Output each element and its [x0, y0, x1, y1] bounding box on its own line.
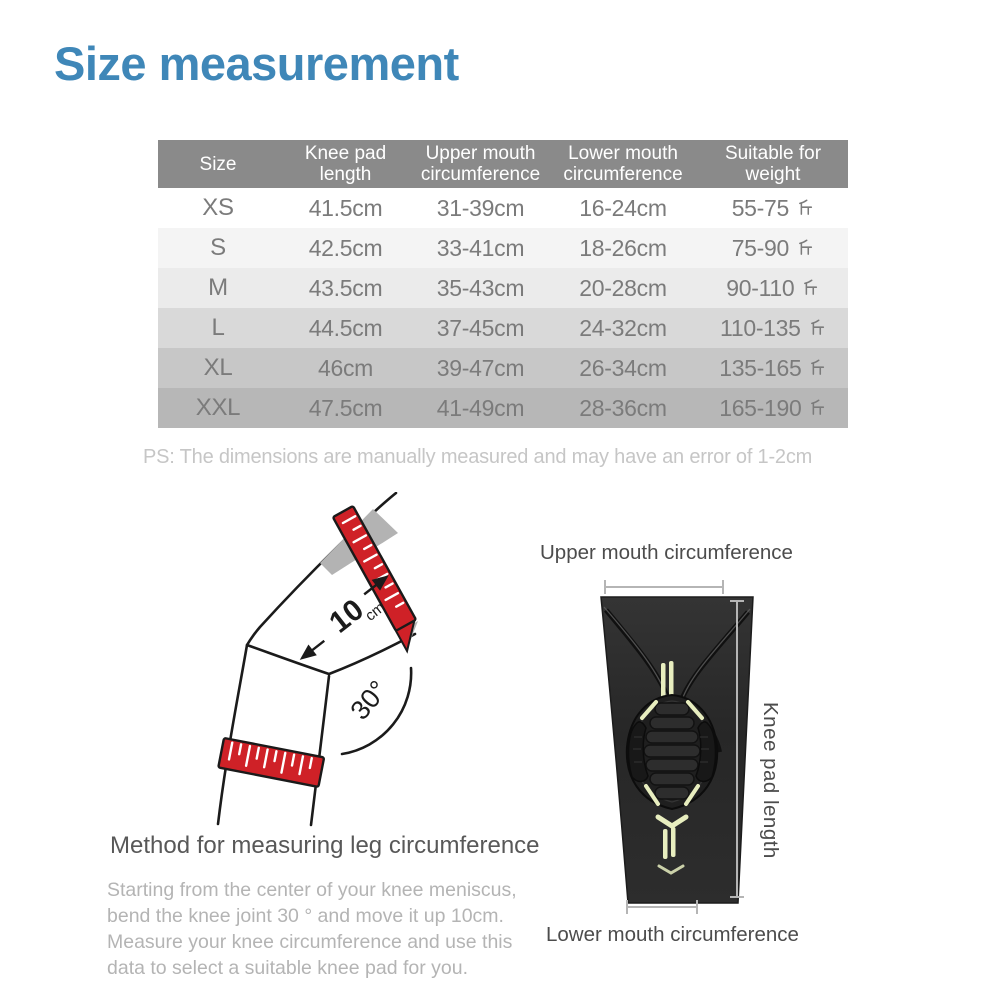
column-header-knee-pad-length: Knee pad length [304, 143, 387, 185]
table-body [158, 188, 848, 428]
lower-accent-bar [671, 827, 676, 857]
table-cell: 16-24cm [579, 194, 667, 221]
table-cell: 55-75 [698, 195, 848, 222]
jin-weight-unit-glyph [796, 238, 814, 256]
table-cell: 42.5cm [308, 234, 383, 261]
table-row-m [158, 268, 848, 308]
column-header-size: Size [199, 153, 237, 175]
table-cell: L [211, 314, 225, 341]
lower-ruler [218, 738, 324, 787]
lower-mouth-label: Lower mouth circumference [546, 923, 799, 946]
table-cell: 37-45cm [436, 314, 525, 341]
size-table [158, 140, 848, 428]
table-cell: 44.5cm [308, 314, 383, 341]
jin-weight-unit-glyph [808, 318, 826, 336]
table-cell: 28-36cm [579, 394, 667, 421]
table-header-row [158, 140, 848, 188]
table-cell: 43.5cm [308, 274, 383, 301]
leg-measuring-diagram [180, 492, 510, 837]
table-cell: 26-34cm [579, 354, 667, 381]
table-cell: 90-110 [698, 275, 848, 302]
method-line: bend the knee joint 30 ° and move it up 10cm. [107, 905, 504, 927]
table-row-xl [158, 348, 848, 388]
table-cell: 46cm [317, 354, 374, 381]
knee-pad-length-label: Knee pad length [759, 702, 782, 859]
method-line: data to select a suitable knee pad for you. [107, 957, 468, 979]
lower-accent-bar [663, 829, 668, 859]
column-header-upper-mouth: Upper mouth circumference [420, 143, 541, 185]
top-accent-bar [669, 661, 674, 697]
table-cell: 110-135 [698, 315, 848, 342]
top-accent-bar [661, 663, 666, 699]
table-row-xs [158, 188, 848, 228]
table-cell: 47.5cm [308, 394, 383, 421]
table-cell: XL [203, 354, 233, 381]
table-cell: 33-41cm [436, 234, 525, 261]
table-cell: M [208, 274, 228, 301]
table-cell: 135-165 [698, 355, 848, 382]
offset-value: 10 [323, 593, 370, 640]
table-cell: 75-90 [698, 235, 848, 262]
table-cell: 35-43cm [436, 274, 525, 301]
method-line: Starting from the center of your knee meniscus, [107, 879, 517, 901]
column-header-lower-mouth: Lower mouth circumference [563, 143, 683, 185]
table-cell: 41-49cm [436, 394, 525, 421]
length-measure-line [729, 600, 745, 899]
method-description [107, 877, 517, 981]
table-cell: 41.5cm [308, 194, 383, 221]
pad-segments [644, 703, 700, 799]
method-line: Measure your knee circumference and use this [107, 931, 513, 953]
page-title: Size measurement [54, 37, 459, 90]
jin-weight-unit-glyph [808, 398, 826, 416]
table-cell: 20-28cm [579, 274, 667, 301]
knee-angle-label: 30° [344, 674, 394, 726]
table-cell: 18-26cm [579, 234, 667, 261]
table-cell: XXL [195, 394, 241, 421]
jin-weight-unit-glyph [808, 358, 826, 376]
table-cell: 31-39cm [436, 194, 525, 221]
lower-width-measure-line [626, 900, 699, 914]
table-row-s [158, 228, 848, 268]
jin-weight-unit-glyph [801, 278, 819, 296]
offset-unit: cm [362, 598, 389, 625]
column-header-weight: Suitable for weight [724, 143, 822, 185]
table-cell: XS [202, 194, 234, 221]
table-cell: 165-190 [698, 395, 848, 422]
table-row-xxl [158, 388, 848, 428]
table-cell: S [210, 234, 226, 261]
measurement-error-note: PS: The dimensions are manually measured and may have an error of 1-2cm [143, 446, 813, 468]
upper-width-measure-line [604, 580, 725, 594]
upper-mouth-label: Upper mouth circumference [540, 541, 793, 564]
table-cell: 39-47cm [436, 354, 525, 381]
method-title: Method for measuring leg circumference [110, 832, 540, 859]
table-cell: 24-32cm [579, 314, 667, 341]
jin-weight-unit-glyph [796, 198, 814, 216]
table-row-l [158, 308, 848, 348]
